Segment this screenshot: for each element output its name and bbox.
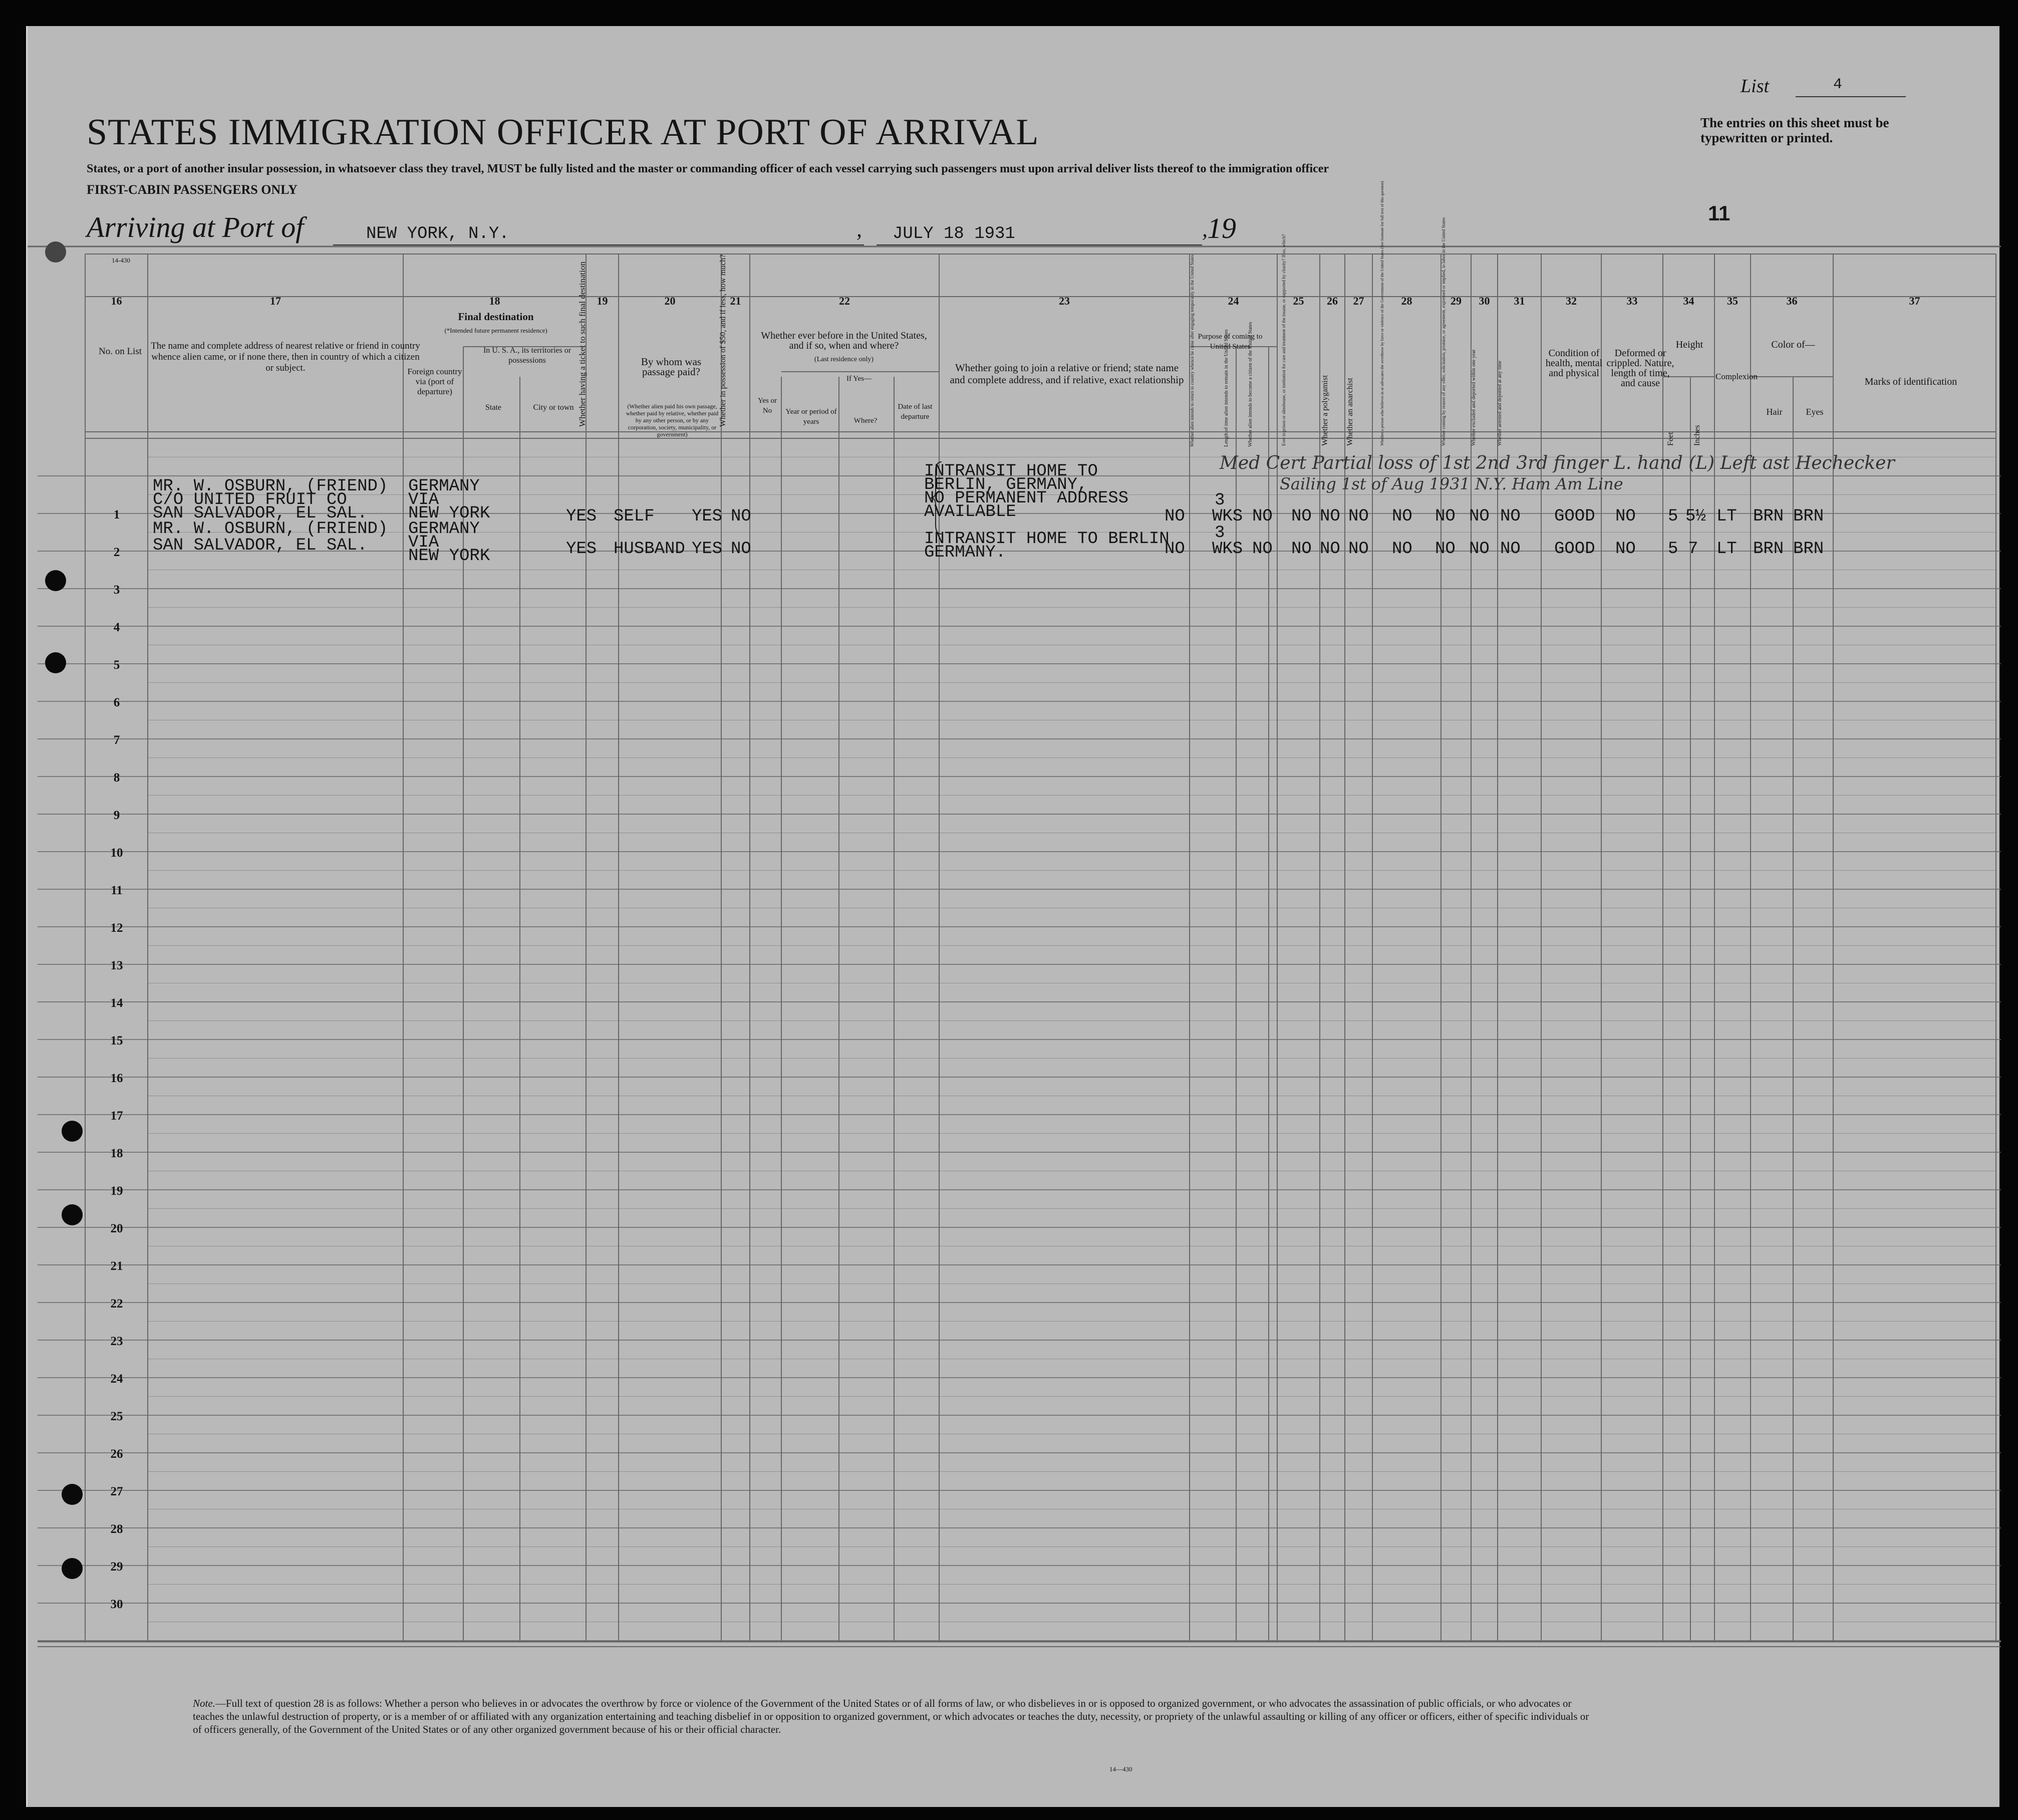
column-number: 36 [1786, 295, 1798, 307]
col36-hair: Hair [1766, 407, 1783, 417]
row1-anarchist: NO [1348, 507, 1369, 526]
form-subtitle: States, or a port of another insular possession, in whatsoever class they travel, MUST be fully listed and the master or commanding officer of each vessel carrying such passengers must upon arrival deliver lists thereof to the immigration officer [87, 162, 1329, 175]
row-number: 15 [110, 1034, 123, 1048]
row1-eyes: BRN [1793, 507, 1824, 526]
row-number: 1 [113, 508, 120, 522]
row-number: 11 [111, 884, 123, 897]
column-number: 34 [1683, 295, 1694, 307]
row1-citizen: NO [1252, 507, 1273, 526]
col22-date: Date of last departure [898, 403, 933, 421]
row2-relative-2: SAN SALVADOR, EL SAL. [153, 536, 368, 555]
instruction-text: The entries on this sheet must be typewritten or printed. [1700, 115, 1889, 145]
row-number: 23 [110, 1335, 123, 1348]
column-number: 37 [1909, 295, 1920, 307]
year-prefix: 19 [1207, 212, 1236, 244]
arriving-label: Arriving at Port of [87, 211, 304, 243]
column-number: 19 [597, 295, 608, 307]
col27-header: Whether an anarchist [1346, 378, 1354, 446]
col36-header: Color of— [1771, 339, 1815, 350]
row1-fifty: YES [692, 507, 723, 526]
col18-usa: In U. S. A., its territories or possessions [483, 346, 571, 365]
row-number: 2 [113, 546, 120, 559]
row1-labor: NO [1435, 507, 1456, 526]
row-number: 25 [110, 1410, 123, 1423]
row2-q28: NO [1392, 540, 1412, 559]
list-label: List [1741, 76, 1770, 97]
row1-before: NO [731, 507, 751, 526]
row1-arrested: NO [1500, 507, 1521, 526]
row1-relative-3: SAN SALVADOR, EL SAL. [153, 504, 368, 523]
row1-join-3: NO PERMANENT ADDRESS [924, 489, 1129, 508]
col18-state: State [485, 403, 501, 412]
row-number: 6 [113, 696, 120, 709]
col20-header: By whom was passage paid? [641, 356, 702, 378]
footnote [193, 1697, 1595, 1736]
row1-dest-1: GERMANY [408, 477, 480, 496]
row-number: 8 [113, 771, 120, 785]
column-number: 24 [1228, 295, 1239, 307]
row-number: 7 [113, 733, 120, 747]
row1-relative-1: MR. W. OSBURN, (FRIEND) [153, 477, 388, 496]
column-number: 32 [1566, 295, 1577, 307]
row2-polygamist: NO [1320, 540, 1340, 559]
binder-hole [45, 652, 66, 673]
col28-header: Whether a person who believes in or advocates the overthrow by force or violence of the Government of the United States (See footnote for full text of this question) [1380, 181, 1384, 446]
col23-header: Whether going to join a relative or friend; state name and complete address, and if relative, exact relationship [950, 362, 1184, 386]
col22-if-yes: If Yes— [846, 375, 872, 383]
row2-arrested: NO [1500, 540, 1521, 559]
handwritten-annotation-2: Sailing 1st of Aug 1931 N.Y. Ham Am Line [1280, 474, 1623, 493]
col30-header: Whether excluded and deported within one year [1471, 349, 1477, 446]
col34-feet: Feet [1666, 432, 1675, 446]
col37-header: Marks of identification [1864, 376, 1957, 387]
row1-join-4: AVAILABLE [924, 502, 1016, 522]
col24-header: Purpose of coming to United States [1198, 333, 1263, 351]
form-code: 14-430 [112, 256, 130, 264]
class-line: FIRST-CABIN PASSENGERS ONLY [87, 182, 298, 197]
col29-header: Whether coming by reason of any offer, solicitation, promise, or agreement, expressed or implied, to labor in the United States [1441, 217, 1446, 446]
binder-hole [45, 570, 66, 591]
list-number: 4 [1833, 76, 1843, 93]
column-number: 35 [1727, 295, 1738, 307]
footnote-text: —Full text of question 28 is as follows: Whether a person who believes in or advocates the overthrow by force or violence of the Government of the United States or of all forms of law, or who disbelieves in or is opposed to organized government, or who advocates the assassination of public officials, or who advocates or teaches the unlawful destruction of property, or is a member of or affiliated with any organization entertaining and teaching disbelief in or opposition to organized government, or which advocates or teaches the duty, necessity, or propriety of the unlawful assaulting or killing of any officer or officers, either of specific individuals or of officers generally, of the Government of the United States or of any other organized government because of his or their official character. [193, 1697, 1589, 1735]
row1-return: NO [1165, 507, 1185, 526]
row-number: 28 [110, 1522, 123, 1536]
row2-dest-2: VIA [408, 533, 439, 552]
col32-header: Condition of health, mental and physical [1545, 348, 1603, 379]
row-number: 16 [110, 1072, 123, 1085]
row1-health: GOOD [1554, 507, 1595, 526]
manifest-sheet: List 4 STATES IMMIGRATION OFFICER AT PORT OF ARRIVAL The entries on this sheet must be typewritten or printed. States, or a port of another insular possession, in whatsoever class they travel, MUST be fully listed and the master or commanding officer of each vessel carrying such passengers must upon arrival deliver lists thereof to the immigration officer FIRST-CABIN PASSENGERS ONLY Arriving at Port of NEW YORK, N.Y. , JULY 18 1931 , 19 11 14-430 16 17 18 19 20 21 22 23 24 25 26 27 28 29 30 31 32 33 34 35 36 37 No. on List The name and complete address of nearest relative or friend in country whence alien came, or if none there, then in country of which a citizen or subject. Final destination (*Intended future permanent residence) Foreign country via (port of departure) In U. S. A., its territories or possessions State City or town By whom was passage paid? (Whether alien paid his own passage, whether paid by relative, whether paid by any other person, or by any corporation, society, municipality, or government) Whether ever before in the United States, and if so, when and where? (Last residence only) Yes or No If Yes— Year or period of years Where? Date of last departure Whether going to join a relative or friend; state name and complete address, and if relative, exact relationship Purpose of coming to United States Condition of health, mental and physical Deformed or crippled. Nature, length of time, and cause Height Complexion Color of— Hair Eyes Marks of identification Whether having a ticket to such final destination Whether in possession of $50, and if less, how much? Whether alien intends to return to country whence he came after engaging temporarily in the United States Length of time alien intends to remain in the United States Whether alien intends to become a citizen of the United States Ever in prison or almshouse, or institution for care and treatment of the insane, or supported by charity? If so, which? Whether a polygamist Whether an anarchist Whether a person who believes in or advocates the overthrow by force or violence of the Government of the United States (See footnote for full text of this question) Whether coming by reason of any offer, solicitation, promise, or agreement, expressed or implied, to labor in the United States Whether excluded and deported within one year Whether arrested and deported at any time Feet Inches 1 2 3 4 5 6 7 8 9 10 11 12 13 14 15 16 17 18 19 20 21 22 23 24 25 26 27 28 29 30 MR. W. OSBURN, (FRIEND) C/O UNITED FRUIT CO SAN SALVADOR, EL SAL. GERMANY VIA NEW YORK YES SELF YES NO INTRANSIT HOME TO BERLIN, GERMANY, NO PERMANENT ADDRESS AVAILABLE NO 3 WKS NO NO NO NO NO NO NO NO GOOD NO 5 5½ LT BRN BRN MR. W. OSBURN, (FRIEND) SAN SALVADOR, EL SAL. GERMANY VIA NEW YORK YES HUSBAND YES NO INTRANSIT HOME TO BERLIN GERMANY. NO 3 WKS NO NO NO NO NO NO NO NO GOOD NO 5 7 LT BRN BRN Med Cert Partial loss of 1st 2nd 3rd finger L. hand (L) Left ast Hechecker Sailing 1st of Aug 1931 N.Y. Ham Am Line Note.—Full text of question 28 is as follows: Whether a person who believes in or advocates the overthrow by force or violence of the Government of the United States or of all forms of law, or who disbelieves in or is opposed to organized government, or who advocates the assassination of public officials, or who advocates or teaches the unlawful destruction of property, or is a member of or affiliated with any organization entertaining and teaching disbelief in or opposition to organized government, or which advocates or teaches the duty, necessity, or propriety of the unlawful assaulting or killing of any officer or officers, either of specific individuals or of officers generally, of the Government of the United States or of any other organized government because of his or their official character. 14—430 [26, 26, 1999, 1807]
row-number: 18 [110, 1147, 123, 1160]
row-number: 22 [110, 1297, 123, 1311]
col34-inches: Inches [1693, 425, 1701, 446]
row2-paid-by: HUSBAND [614, 540, 685, 559]
row1-complexion: LT [1716, 507, 1737, 526]
col24-return: Whether alien intends to return to country whence he came after engaging temporarily in the United States [1190, 254, 1195, 447]
col24-citizen: Whether alien intends to become a citizen of the United States [1248, 322, 1253, 447]
column-number: 18 [489, 295, 500, 307]
column-number: 16 [111, 295, 122, 307]
handwritten-annotation-1: Med Cert Partial loss of 1st 2nd 3rd finger L. hand (L) Left ast Hechecker [1220, 453, 1895, 473]
row2-dest-3: NEW YORK [408, 547, 490, 566]
binder-hole [45, 241, 66, 263]
row2-relative-1: MR. W. OSBURN, (FRIEND) [153, 519, 388, 539]
row-number: 10 [110, 846, 123, 860]
row-number: 29 [110, 1560, 123, 1574]
column-number: 17 [270, 295, 281, 307]
row2-inches: 7 [1688, 540, 1698, 559]
column-number: 28 [1401, 295, 1412, 307]
column-number: 23 [1059, 295, 1070, 307]
row-number: 3 [113, 583, 120, 597]
column-number: 27 [1353, 295, 1364, 307]
row-number: 19 [110, 1184, 123, 1198]
col17-header: The name and complete address of nearest relative or friend in country whence alien came, or if none there, then in country of which a citizen or subject. [151, 341, 420, 373]
footnote-code: 14—430 [1109, 1765, 1132, 1773]
row-number: 17 [110, 1109, 123, 1123]
row1-paid-by: SELF [614, 507, 655, 526]
row1-prison: NO [1291, 507, 1312, 526]
row2-before: NO [731, 540, 751, 559]
row-number: 14 [110, 996, 123, 1010]
manifest-grid [28, 26, 2001, 1807]
row-number: 20 [110, 1222, 123, 1235]
row2-dest-1: GERMANY [408, 519, 480, 539]
col18-header: Final destination [458, 311, 534, 323]
row1-length-2: WKS [1212, 507, 1243, 526]
row2-prison: NO [1291, 540, 1312, 559]
row1-hair: BRN [1753, 507, 1784, 526]
form-title: STATES IMMIGRATION OFFICER AT PORT OF ARRIVAL [87, 112, 1039, 153]
binder-hole [62, 1558, 83, 1579]
row2-complexion: LT [1716, 540, 1737, 559]
row-number: 4 [113, 621, 120, 634]
row2-anarchist: NO [1348, 540, 1369, 559]
row-number: 24 [110, 1372, 123, 1386]
col18-city: City or town [533, 403, 574, 412]
row-number: 27 [110, 1485, 123, 1498]
col34-header: Height [1675, 339, 1703, 350]
column-number: 29 [1451, 295, 1462, 307]
row2-return: NO [1165, 540, 1185, 559]
row1-dest-3: NEW YORK [408, 504, 490, 523]
row-number: 5 [113, 658, 120, 672]
col26-header: Whether a polygamist [1321, 375, 1329, 446]
row2-deformed: NO [1615, 540, 1636, 559]
row1-relative-2: C/O UNITED FRUIT CO [153, 490, 347, 509]
year-suffix: 11 [1708, 201, 1731, 225]
row1-excluded: NO [1469, 507, 1490, 526]
row2-join-1: INTRANSIT HOME TO BERLIN [924, 530, 1170, 549]
row2-feet: 5 [1668, 540, 1678, 559]
col18-note: (*Intended future permanent residence) [444, 327, 547, 334]
binder-hole [62, 1121, 83, 1142]
col18-foreign: Foreign country via (port of departure) [407, 367, 462, 396]
col22-year: Year or period of years [785, 408, 837, 426]
col35-header: Complexion [1715, 372, 1758, 381]
row-number: 26 [110, 1447, 123, 1461]
col25-header: Ever in prison or almshouse, or institution for care and treatment of the insane, or supported by charity? If so, which? [1281, 234, 1286, 446]
row2-length-1: 3 [1215, 524, 1225, 543]
col22-note: (Last residence only) [814, 356, 874, 363]
column-number: 33 [1626, 295, 1638, 307]
row-number: 12 [110, 921, 123, 935]
row1-dest-2: VIA [408, 490, 439, 509]
row2-citizen: NO [1252, 540, 1273, 559]
row-number: 30 [110, 1598, 123, 1611]
row1-length-1: 3 [1215, 491, 1225, 510]
row-number: 9 [113, 809, 120, 822]
binder-hole [62, 1204, 83, 1225]
row1-join-1: INTRANSIT HOME TO [924, 462, 1098, 481]
column-number: 20 [664, 295, 676, 307]
row1-q28: NO [1392, 507, 1412, 526]
row2-health: GOOD [1554, 540, 1595, 559]
col16-header: No. on List [98, 346, 142, 357]
col33-header: Deformed or crippled. Nature, length of time, and cause [1606, 348, 1674, 389]
binder-hole [62, 1484, 83, 1505]
date-value: JULY 18 1931 [893, 224, 1015, 243]
row2-hair: BRN [1753, 540, 1784, 559]
row2-fifty: YES [692, 540, 723, 559]
column-number: 25 [1293, 295, 1304, 307]
row2-length-2: WKS [1212, 540, 1243, 559]
col36-eyes: Eyes [1806, 407, 1824, 417]
column-number: 22 [839, 295, 850, 307]
row2-join-2: GERMANY. [924, 543, 1006, 562]
column-number: 31 [1514, 295, 1525, 307]
row2-eyes: BRN [1793, 540, 1824, 559]
col20-note: (Whether alien paid his own passage, whether paid by relative, whether paid by any other person, or by any corporation, society, municipality, or government) [626, 403, 719, 438]
footnote-label: Note. [193, 1697, 215, 1709]
row1-deformed: NO [1615, 507, 1636, 526]
row2-labor: NO [1435, 540, 1456, 559]
row2-excluded: NO [1469, 540, 1490, 559]
col24-length: Length of time alien intends to remain in the United States [1224, 329, 1229, 447]
col22-header: Whether ever before in the United States, and if so, when and where? [761, 330, 927, 351]
row1-ticket: YES [566, 507, 597, 526]
column-number: 30 [1479, 295, 1490, 307]
row2-ticket: YES [566, 540, 597, 559]
row1-polygamist: NO [1320, 507, 1340, 526]
col22-yes-no: Yes or No [757, 397, 777, 415]
column-number: 26 [1327, 295, 1338, 307]
row1-inches: 5½ [1685, 507, 1706, 526]
col19-header: Whether having a ticket to such final destination [578, 262, 587, 427]
row-number: 21 [110, 1259, 123, 1273]
port-value: NEW YORK, N.Y. [366, 224, 509, 243]
col21-header: Whether in possession of $50, and if less, how much? [719, 254, 727, 427]
col22-where: Where? [853, 417, 878, 425]
row1-join-2: BERLIN, GERMANY, [924, 475, 1088, 494]
col31-header: Whether arrested and deported at any time [1497, 361, 1503, 446]
row-number: 13 [110, 959, 123, 972]
row1-feet: 5 [1668, 507, 1678, 526]
column-number: 21 [730, 295, 741, 307]
